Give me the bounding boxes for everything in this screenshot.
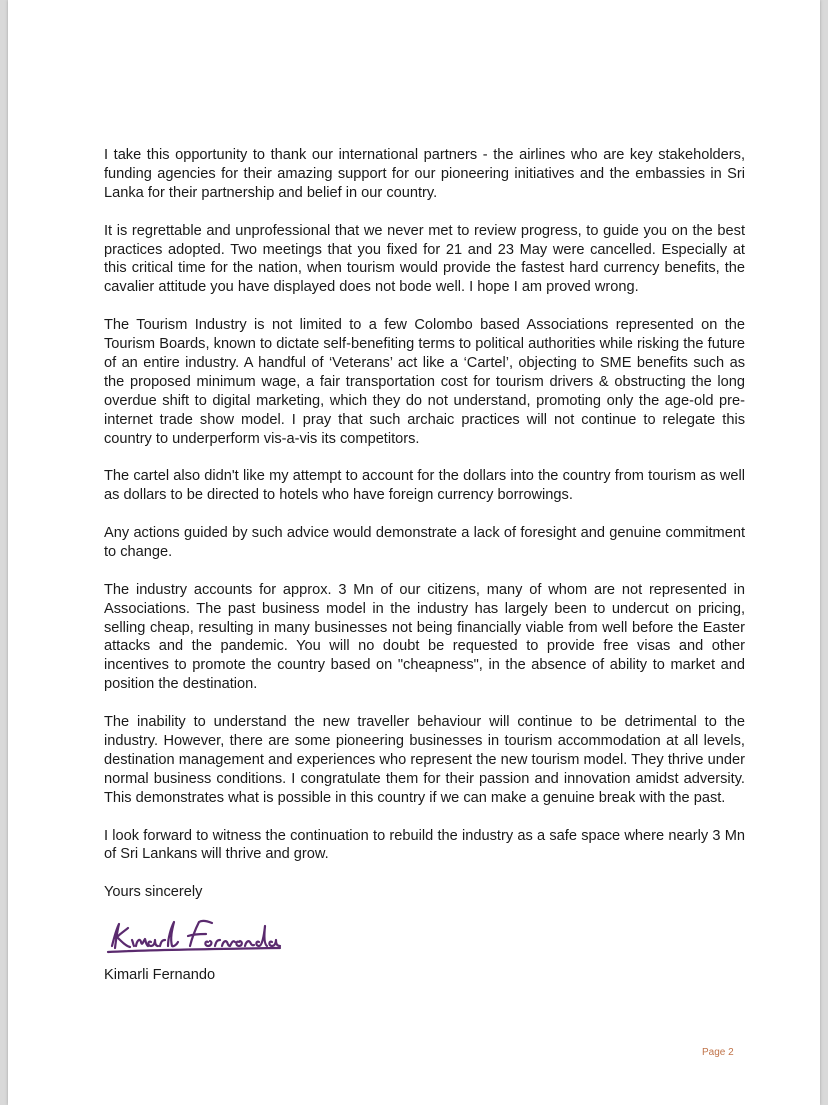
paragraph-rebuild: I look forward to witness the continuation to rebuild the industry as a safe space where nearly 3 Mn of Sri Lankans will thrive and grow. (104, 827, 745, 863)
paragraph-dollars: The cartel also didn't like my attempt to account for the dollars into the country from tourism as well as dollars to be directed to hotels who have foreign currency borrowings. (104, 468, 745, 504)
paragraph-thanks: I take this opportunity to thank our international partners - the airlines who are key stakeholders, funding agencies for their amazing support for our pioneering initiatives and the embassies in Sri Lanka for their partnership and belief in our country. (104, 147, 745, 201)
paragraph-foresight: Any actions guided by such advice would demonstrate a lack of foresight and genuine commitment to change. (104, 525, 745, 560)
paragraph-traveller: The inability to understand the new traveller behaviour will continue to be detrimental to the industry. However, there are some pioneering businesses in tourism accommodation at all levels, destination management and experiences who represent the new tourism model. They thrive under normal business conditions. I congratulate them for their passion and innovation amidst adversity. This demonstrates what is possible in this country if we can make a genuine break with the past. (104, 714, 745, 806)
signer-name: Kimarli Fernando (104, 967, 216, 984)
paragraph-meetings: It is regrettable and unprofessional that we never met to review progress, to guide you on the best practices adopted. Two meetings that you fixed for 21 and 23 May were cancelled. Especially at this critical time for the nation, when tourism would provide the fastest hard currency benefits, the cavalier attitude you have displayed does not bode well. I hope I am proved wrong. (104, 222, 745, 296)
paragraph-cartel: The Tourism Industry is not limited to a few Colombo based Associations represented on the Tourism Boards, known to dictate self-benefiting terms to political authorities while risking the future of an entire industry. A handful of ‘Veterans’ act like a ‘Cartel’, objecting to SME benefits such as the proposed minimum wage, a fair transportation cost for tourism drivers & obstructing the long overdue shift to digital marketing, which they do not understand, promoting only the age-old pre-internet trade show model. I pray that such archaic practices will not continue to relegate this country to underperform vis-a-vis its competitors. (104, 317, 745, 447)
page-number: Page 2 (702, 1047, 734, 1058)
document-page (8, 0, 820, 1105)
handwritten-signature (104, 916, 284, 956)
letter-body (104, 146, 745, 985)
paragraph-industry: The industry accounts for approx. 3 Mn of our citizens, many of whom are not represented in Associations. The past business model in the industry has largely been to undercut on pricing, selling cheap, resulting in many businesses not being financially viable from well before the Easter attacks and the pandemic. You will no doubt be requested to provide free visas and other incentives to promote the country based on "cheapness", in the absence of ability to market and position the destination. (104, 581, 745, 693)
closing-salutation: Yours sincerely (104, 884, 203, 901)
